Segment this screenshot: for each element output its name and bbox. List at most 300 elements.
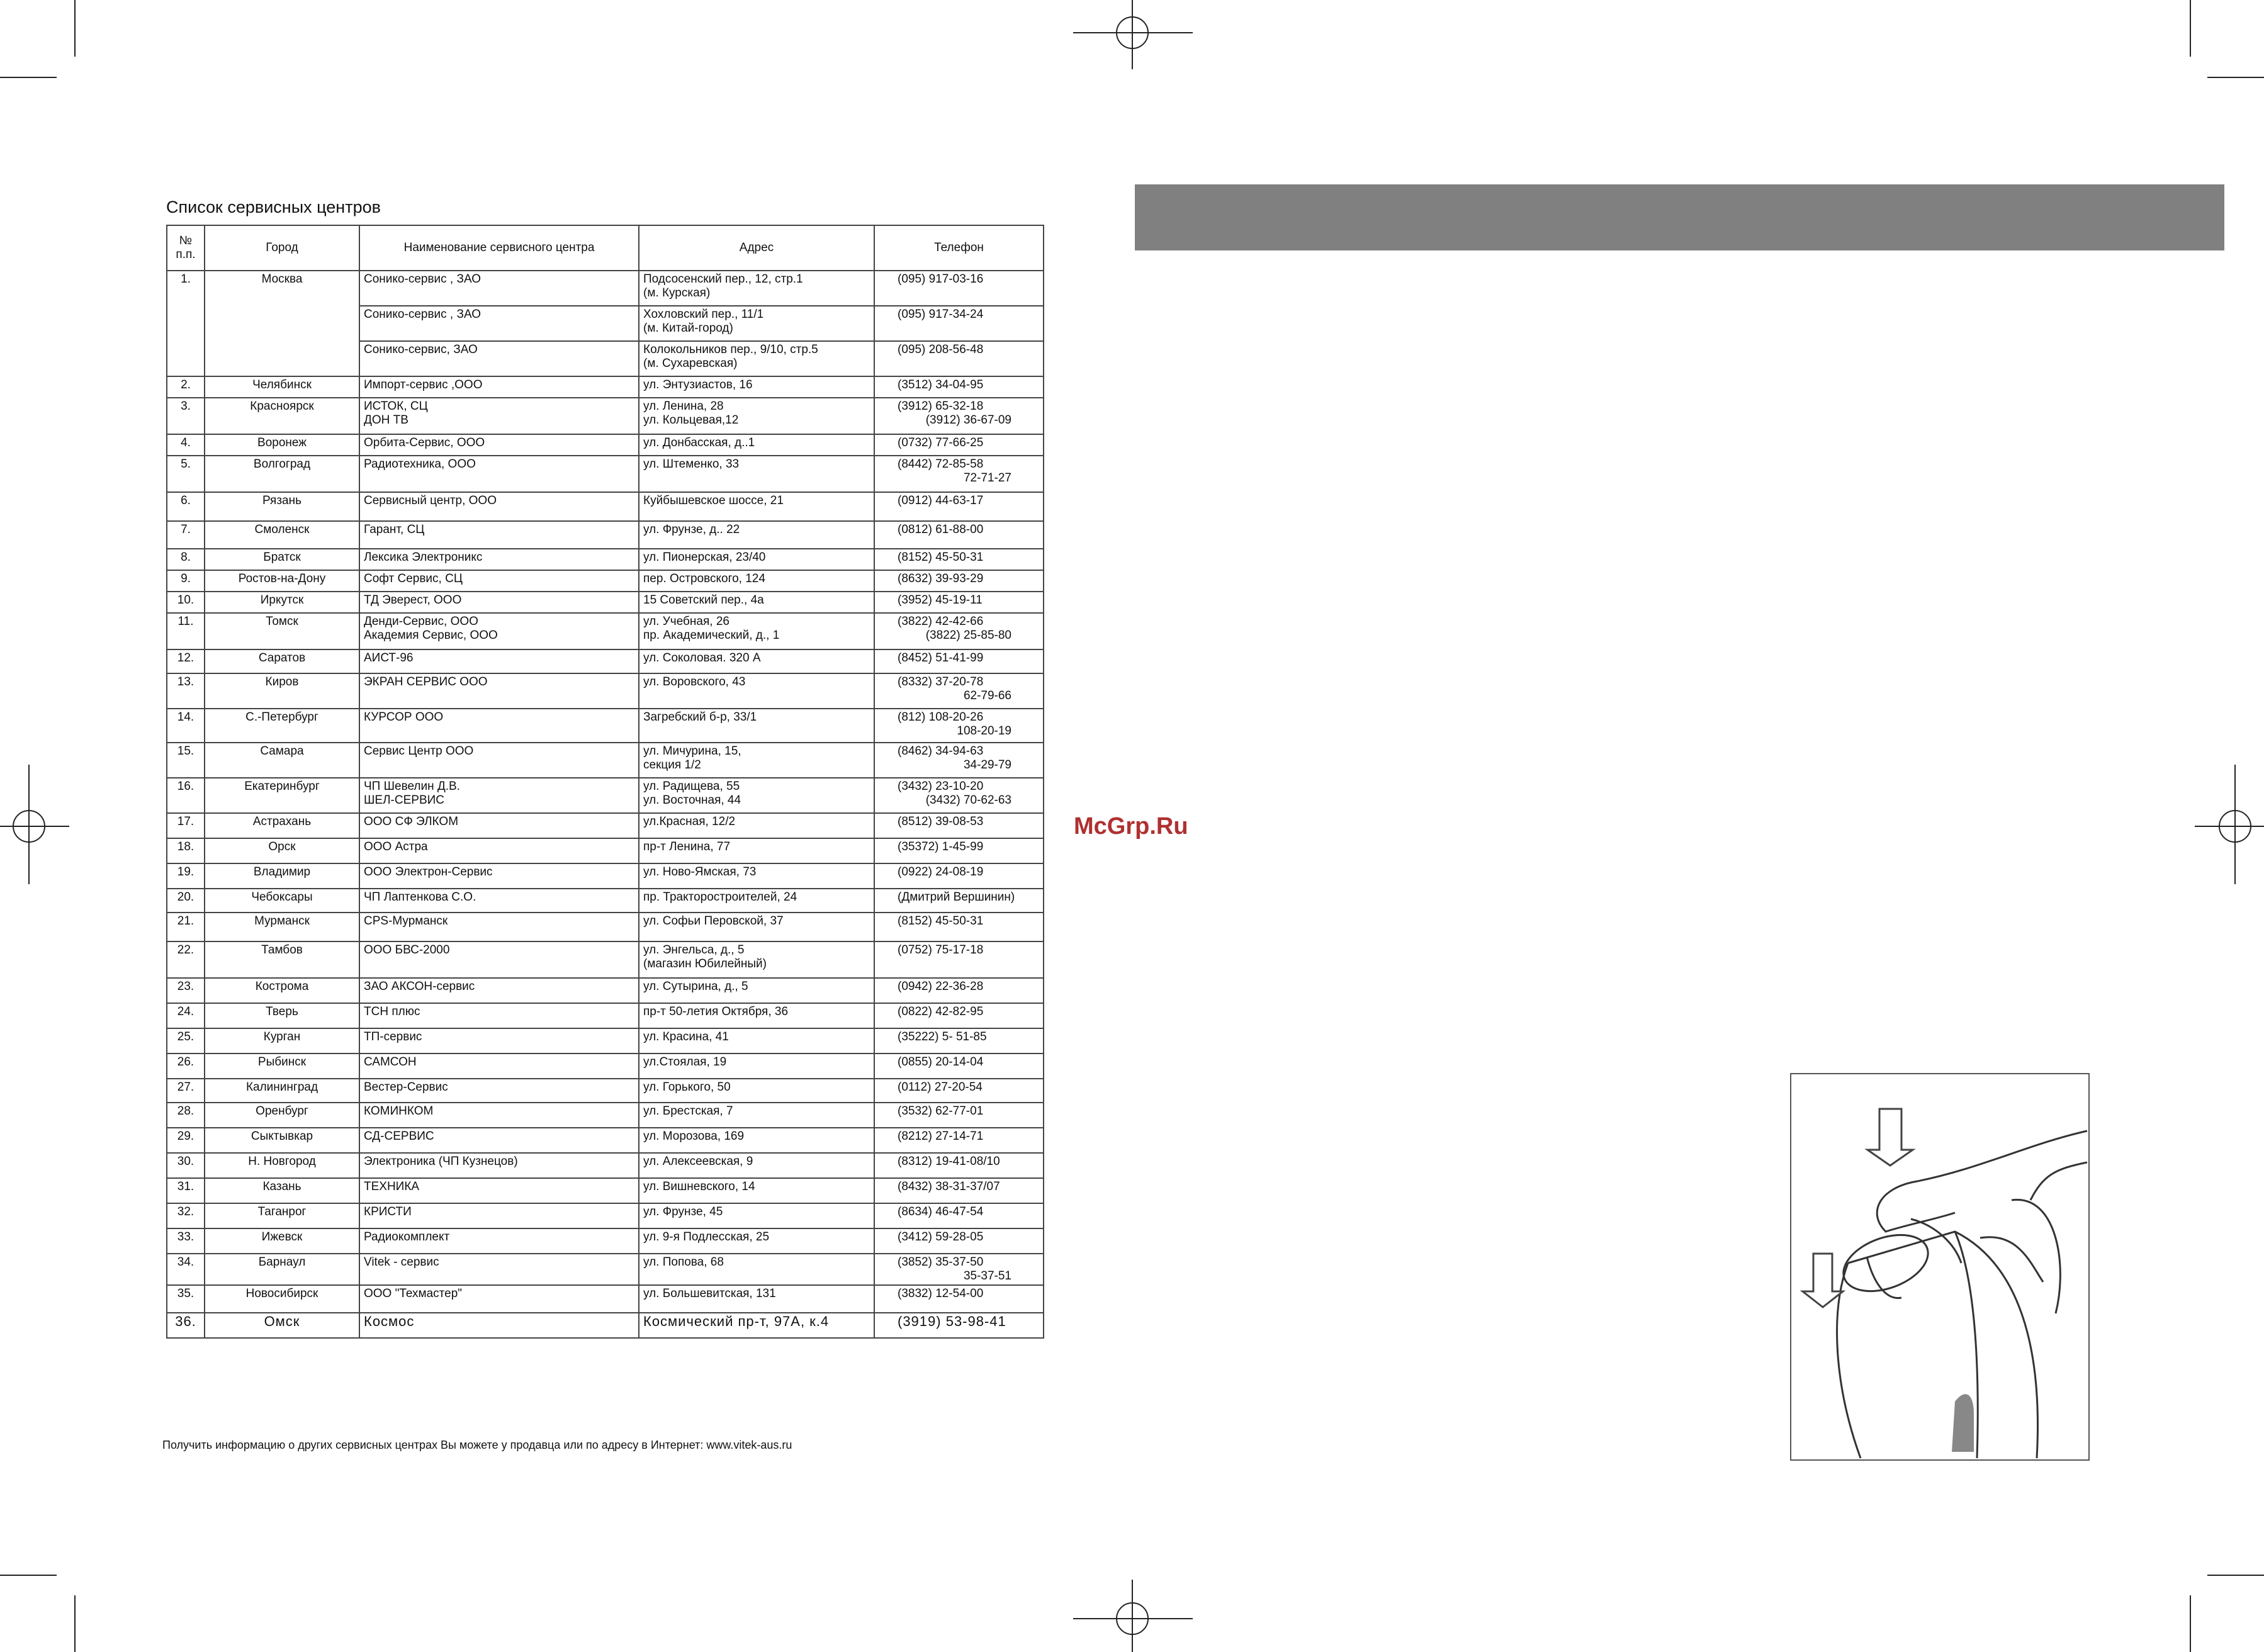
table-row [167, 549, 1044, 570]
cell-city: Смоленск [205, 521, 359, 549]
table-row [167, 709, 1044, 743]
cell-number: 15. [167, 743, 205, 778]
cell-phone-line: (3822) 42-42-66 [898, 615, 984, 628]
table-row [167, 398, 1044, 434]
cell-address [639, 398, 874, 434]
cell-name-line: СД-СЕРВИС [364, 1130, 434, 1143]
cell-address-line: ул. Большевитская, 131 [643, 1287, 776, 1300]
table-row [167, 889, 1044, 913]
cell-address-line: Космический пр-т, 97А, к.4 [643, 1313, 830, 1329]
table-row [167, 592, 1044, 613]
table-row [167, 913, 1044, 941]
cell-city: Сыктывкар [205, 1128, 359, 1153]
cell-name [359, 889, 639, 913]
table-row [167, 456, 1044, 492]
table-row [167, 649, 1044, 673]
cell-phone [874, 813, 1044, 838]
cell-phone [874, 271, 1044, 306]
cell-number: 6. [167, 492, 205, 521]
cell-phone-line: (8632) 39-93-29 [898, 572, 984, 585]
cell-city: Ижевск [205, 1228, 359, 1254]
cell-phone [874, 592, 1044, 613]
header-band [1135, 184, 2224, 250]
cell-phone-line: 72-71-27 [963, 471, 1011, 485]
cell-address-line: ул. Учебная, 26 [643, 615, 729, 628]
cell-phone-line: (3952) 45-19-11 [898, 593, 983, 607]
cell-city: Томск [205, 613, 359, 649]
cell-address-line: (магазин Юбилейный) [643, 957, 767, 970]
cell-phone-line: (3412) 59-28-05 [898, 1230, 984, 1244]
cell-number: 32. [167, 1203, 205, 1228]
cell-number: 3. [167, 398, 205, 434]
cell-address [639, 570, 874, 592]
cell-address-line: ул. Кольцевая,12 [643, 413, 739, 427]
cell-address [639, 1128, 874, 1153]
cell-address [639, 613, 874, 649]
cell-name-line: Вестер-Сервис [364, 1081, 448, 1094]
cell-phone-line: (35222) 5- 51-85 [898, 1030, 987, 1043]
cell-address [639, 492, 874, 521]
cell-name [359, 434, 639, 456]
cell-phone [874, 1079, 1044, 1103]
cell-city: Екатеринбург [205, 778, 359, 813]
cell-phone [874, 889, 1044, 913]
cell-name-line: ЧП Шевелин Д.В. [364, 780, 460, 793]
cell-phone-line: (095) 917-34-24 [898, 308, 984, 321]
table-row [167, 743, 1044, 778]
header-number: № п.п. [167, 225, 205, 271]
cell-phone-line: (8442) 72-85-58 [898, 458, 984, 471]
cell-city: Оренбург [205, 1103, 359, 1128]
table-row [167, 1003, 1044, 1028]
cell-address [639, 649, 874, 673]
cell-phone-line: (35372) 1-45-99 [898, 840, 984, 853]
cell-name-line: КУРСОР ООО [364, 711, 444, 724]
cell-name-line: ШЕЛ-СЕРВИС [364, 794, 444, 807]
table-row [167, 434, 1044, 456]
cell-address-line: (м. Курская) [643, 286, 711, 300]
cell-number: 26. [167, 1054, 205, 1079]
cell-address-line: ул. Горького, 50 [643, 1081, 731, 1094]
cell-address-line: Куйбышевское шоссе, 21 [643, 494, 784, 507]
cell-city: Омск [205, 1313, 359, 1338]
cell-phone [874, 549, 1044, 570]
cell-address [639, 813, 874, 838]
cell-name-line: ЭКРАН СЕРВИС ООО [364, 675, 488, 688]
table-row [167, 1054, 1044, 1079]
cell-phone [874, 1254, 1044, 1285]
cell-city: Н. Новгород [205, 1153, 359, 1178]
cell-phone [874, 778, 1044, 813]
cell-address-line: 15 Советский пер., 4а [643, 593, 764, 607]
cell-name [359, 1153, 639, 1178]
cell-number: 1. [167, 271, 205, 306]
table-row [167, 978, 1044, 1003]
cell-city: Саратов [205, 649, 359, 673]
table-body [167, 271, 1044, 1338]
cell-city: Волгоград [205, 456, 359, 492]
cell-name-line: Академия Сервис, ООО [364, 629, 498, 642]
cell-phone-line: (Дмитрий Вершинин) [898, 891, 1015, 904]
cell-city: Самара [205, 743, 359, 778]
cell-address [639, 456, 874, 492]
cell-phone-line: (0922) 24-08-19 [898, 865, 984, 879]
cell-address [639, 1285, 874, 1313]
cell-phone-line: (8312) 19-41-08/10 [898, 1155, 1000, 1168]
cell-number: 17. [167, 813, 205, 838]
cell-number: 11. [167, 613, 205, 649]
cell-city: Москва [205, 271, 359, 306]
cell-number: 14. [167, 709, 205, 743]
cell-phone-line: 108-20-19 [957, 724, 1011, 738]
cell-phone-line: (3432) 23-10-20 [898, 780, 984, 793]
cell-number: 33. [167, 1228, 205, 1254]
registration-mark-line [1073, 32, 1193, 33]
table-row [167, 1313, 1044, 1338]
table-row [167, 1128, 1044, 1153]
cell-name [359, 838, 639, 863]
cell-name-line: Радиокомплект [364, 1230, 450, 1244]
table-row [167, 673, 1044, 709]
cell-number [167, 306, 205, 341]
cell-address-line: Подсосенский пер., 12, стр.1 [643, 273, 803, 286]
cell-name-line: ТП-сервис [364, 1030, 422, 1043]
cell-name-line: Сервисный центр, ООО [364, 494, 497, 507]
cell-phone [874, 492, 1044, 521]
cell-number: 19. [167, 863, 205, 889]
cell-city: Иркутск [205, 592, 359, 613]
cell-address-line: пр-т Ленина, 77 [643, 840, 731, 853]
cell-name [359, 271, 639, 306]
cell-address [639, 1178, 874, 1203]
cell-name [359, 1178, 639, 1203]
cell-phone [874, 978, 1044, 1003]
cell-phone-line: (095) 917-03-16 [898, 273, 984, 286]
table-row [167, 1285, 1044, 1313]
cell-address-line: ул. Донбасская, д..1 [643, 436, 755, 449]
cell-phone [874, 1313, 1044, 1338]
cell-address [639, 889, 874, 913]
cell-name [359, 492, 639, 521]
cell-number: 4. [167, 434, 205, 456]
cell-phone-line: (812) 108-20-26 [898, 711, 984, 724]
cell-name [359, 1054, 639, 1079]
cell-name [359, 1313, 639, 1338]
cell-name [359, 613, 639, 649]
table-row [167, 1103, 1044, 1128]
cell-phone [874, 1153, 1044, 1178]
table-row [167, 492, 1044, 521]
cell-address-line: ул. Пионерская, 23/40 [643, 551, 766, 564]
cell-city: Орск [205, 838, 359, 863]
cell-phone-line: (8452) 51-41-99 [898, 651, 984, 665]
cell-number: 25. [167, 1028, 205, 1054]
table-row [167, 613, 1044, 649]
crop-mark [74, 1595, 76, 1652]
cell-phone-line: (095) 208-56-48 [898, 343, 984, 356]
cell-phone-line: (8152) 45-50-31 [898, 914, 984, 928]
cell-address-line: ул. Фрунзе, 45 [643, 1205, 723, 1218]
cell-name-line: КРИСТИ [364, 1205, 412, 1218]
table-row [167, 1028, 1044, 1054]
cell-phone-line: (3832) 12-54-00 [898, 1287, 984, 1300]
cell-address-line: (м. Сухаревская) [643, 357, 738, 370]
cell-phone [874, 521, 1044, 549]
cell-number: 22. [167, 941, 205, 978]
cell-phone [874, 1054, 1044, 1079]
cell-address-line: ул. Энгельса, д., 5 [643, 943, 745, 957]
cell-number: 12. [167, 649, 205, 673]
cell-phone-line: 34-29-79 [963, 758, 1011, 772]
cell-name [359, 521, 639, 549]
table-row [167, 376, 1044, 398]
table-row [167, 570, 1044, 592]
table-row [167, 778, 1044, 813]
cell-phone-line: (0112) 27-20-54 [898, 1081, 983, 1094]
cell-address-line: ул. Вишневского, 14 [643, 1180, 755, 1193]
cell-address-line: ул. Радищева, 55 [643, 780, 740, 793]
cell-name-line: ООО "Техмастер" [364, 1287, 463, 1300]
cell-phone [874, 1285, 1044, 1313]
cell-name [359, 1103, 639, 1128]
cell-address-line: ул. Мичурина, 15, [643, 745, 741, 758]
cell-name-line: ЗАО АКСОН-сервис [364, 980, 475, 993]
cell-name [359, 456, 639, 492]
cell-name [359, 978, 639, 1003]
cell-number: 9. [167, 570, 205, 592]
table-row [167, 1203, 1044, 1228]
cell-name-line: Радиотехника, ООО [364, 458, 476, 471]
cell-phone [874, 398, 1044, 434]
cell-phone-line: (0855) 20-14-04 [898, 1055, 984, 1069]
cell-phone-line: (3919) 53-98-41 [898, 1313, 1006, 1329]
cell-city: Киров [205, 673, 359, 709]
table-row [167, 271, 1044, 306]
cell-city: Ростов-на-Дону [205, 570, 359, 592]
cell-phone [874, 1103, 1044, 1128]
cell-address [639, 1079, 874, 1103]
cell-name [359, 863, 639, 889]
cell-phone [874, 913, 1044, 941]
cell-name-line: Электроника (ЧП Кузнецов) [364, 1155, 518, 1168]
cell-address-line: пр. Академический, д., 1 [643, 629, 780, 642]
cell-name-line: ТЕХНИКА [364, 1180, 420, 1193]
cell-address [639, 673, 874, 709]
cell-address [639, 1228, 874, 1254]
cell-address-line: пер. Островского, 124 [643, 572, 765, 585]
cell-address-line: пр. Тракторостроителей, 24 [643, 891, 797, 904]
cell-name-line: Сонико-сервис , ЗАО [364, 273, 482, 286]
cell-phone [874, 456, 1044, 492]
cell-address [639, 743, 874, 778]
cell-city: Калининград [205, 1079, 359, 1103]
cell-address [639, 1254, 874, 1285]
cell-address-line: ул. Алексеевская, 9 [643, 1155, 753, 1168]
cell-address-line: (м. Китай-город) [643, 322, 733, 335]
watermark: McGrp.Ru [1074, 813, 1188, 840]
cell-name-line: Vitek - сервис [364, 1256, 439, 1269]
cell-phone [874, 613, 1044, 649]
cell-phone-line: (0732) 77-66-25 [898, 436, 984, 449]
header-city: Город [205, 225, 359, 271]
cell-address-line: ул. Попова, 68 [643, 1256, 724, 1269]
table-row [167, 1178, 1044, 1203]
table-row [167, 341, 1044, 376]
cell-address-line: ул. Ново-Ямская, 73 [643, 865, 757, 879]
crop-mark [2207, 77, 2264, 78]
cell-address [639, 341, 874, 376]
cell-number: 35. [167, 1285, 205, 1313]
cell-address [639, 376, 874, 398]
cell-name-line: ООО СФ ЭЛКОМ [364, 815, 459, 828]
cell-phone [874, 341, 1044, 376]
cell-name [359, 1228, 639, 1254]
cell-number: 28. [167, 1103, 205, 1128]
cell-address-line: ул. Брестская, 7 [643, 1104, 733, 1118]
cell-name-line: ТСН плюс [364, 1005, 420, 1018]
cell-name [359, 649, 639, 673]
cell-city: Астрахань [205, 813, 359, 838]
cell-address-line: ул. Сутырина, д., 5 [643, 980, 748, 993]
cell-name-line: ООО БВС-2000 [364, 943, 450, 957]
cell-phone [874, 941, 1044, 978]
cell-number: 20. [167, 889, 205, 913]
table-row [167, 941, 1044, 978]
cell-city: Челябинск [205, 376, 359, 398]
cell-number: 7. [167, 521, 205, 549]
cell-name [359, 1285, 639, 1313]
cell-city: Кострома [205, 978, 359, 1003]
cell-address-line: ул. Энтузиастов, 16 [643, 378, 753, 391]
cell-name [359, 376, 639, 398]
cell-phone [874, 570, 1044, 592]
crop-mark [0, 1575, 57, 1576]
cell-city: Тверь [205, 1003, 359, 1028]
cell-phone-line: (3822) 25-85-80 [925, 629, 1011, 642]
cell-address [639, 1028, 874, 1054]
cell-address [639, 1153, 874, 1178]
cell-name-line: ИСТОК, СЦ [364, 400, 428, 413]
cell-name [359, 778, 639, 813]
cell-phone-line: (8152) 45-50-31 [898, 551, 984, 564]
cell-name [359, 1028, 639, 1054]
cell-number: 24. [167, 1003, 205, 1028]
cell-phone [874, 838, 1044, 863]
cell-phone-line: (3912) 65-32-18 [898, 400, 984, 413]
cell-address-line: Хохловский пер., 11/1 [643, 308, 764, 321]
header-phone: Телефон [874, 225, 1044, 271]
header-name: Наименование сервисного центра [359, 225, 639, 271]
cell-city: Барнаул [205, 1254, 359, 1285]
cell-number: 23. [167, 978, 205, 1003]
cell-name-line: ООО Астра [364, 840, 428, 853]
cell-name-line: Гарант, СЦ [364, 523, 425, 536]
cell-phone-line: (8462) 34-94-63 [898, 745, 984, 758]
cell-city: Казань [205, 1178, 359, 1203]
cell-phone-line: (3532) 62-77-01 [898, 1104, 984, 1118]
cell-name-line: ТД Эверест, ООО [364, 593, 462, 607]
cell-name [359, 1203, 639, 1228]
table-row [167, 306, 1044, 341]
registration-mark-line [1073, 1618, 1193, 1619]
cell-phone [874, 434, 1044, 456]
cell-name-line: ДОН ТВ [364, 413, 408, 427]
cell-phone [874, 1203, 1044, 1228]
cell-number: 5. [167, 456, 205, 492]
cell-city [205, 341, 359, 376]
cell-address-line: ул. Воровского, 43 [643, 675, 746, 688]
cell-address-line: ул. Фрунзе, д.. 22 [643, 523, 740, 536]
cell-address [639, 778, 874, 813]
cell-name-line: Сонико-сервис, ЗАО [364, 343, 478, 356]
cell-city: Рязань [205, 492, 359, 521]
cell-address-line: ул. Штеменко, 33 [643, 458, 740, 471]
cell-city: Курган [205, 1028, 359, 1054]
cell-address [639, 863, 874, 889]
table-row [167, 1228, 1044, 1254]
cell-address [639, 306, 874, 341]
cell-address [639, 1313, 874, 1338]
cell-name-line: Орбита-Сервис, ООО [364, 436, 485, 449]
cell-city: Мурманск [205, 913, 359, 941]
cell-address [639, 434, 874, 456]
cell-phone-line: (8432) 38-31-37/07 [898, 1180, 1000, 1193]
crop-mark [2190, 0, 2191, 57]
cell-number: 29. [167, 1128, 205, 1153]
cell-phone [874, 709, 1044, 743]
cell-address [639, 1054, 874, 1079]
cell-number: 21. [167, 913, 205, 941]
cell-name [359, 592, 639, 613]
cell-phone-line: (3912) 36-67-09 [925, 413, 1011, 427]
cell-city: Владимир [205, 863, 359, 889]
crop-mark [2190, 1595, 2191, 1652]
cell-address-line: ул. 9-я Подлесская, 25 [643, 1230, 770, 1244]
cell-name [359, 549, 639, 570]
cell-phone-line: (8634) 46-47-54 [898, 1205, 984, 1218]
registration-mark-line [1132, 0, 1133, 69]
cell-name-line: Сервис Центр ООО [364, 745, 474, 758]
cell-address [639, 1103, 874, 1128]
cell-name [359, 1254, 639, 1285]
cell-phone-line: (8212) 27-14-71 [898, 1130, 984, 1143]
cell-number: 31. [167, 1178, 205, 1203]
cell-name [359, 813, 639, 838]
cell-name-line: ООО Электрон-Сервис [364, 865, 493, 879]
table-row [167, 813, 1044, 838]
cell-name-line: КОМИНКОМ [364, 1104, 434, 1118]
cell-phone [874, 376, 1044, 398]
registration-mark-line [28, 765, 30, 884]
cell-city [205, 306, 359, 341]
cell-name-line: САМСОН [364, 1055, 417, 1069]
cell-name-line: Софт Сервис, СЦ [364, 572, 463, 585]
cell-phone-line: (3512) 34-04-95 [898, 378, 984, 391]
cell-address-line: ул. Красина, 41 [643, 1030, 729, 1043]
cell-name-line: Космос [364, 1313, 415, 1329]
kettle-lid-illustration [1790, 1073, 2090, 1461]
service-centers-table [166, 225, 1044, 1339]
registration-mark-line [2195, 826, 2264, 827]
registration-mark-line [1132, 1580, 1133, 1652]
cell-address [639, 521, 874, 549]
cell-phone [874, 1228, 1044, 1254]
cell-address-line: ул. Ленина, 28 [643, 400, 724, 413]
table-row [167, 1079, 1044, 1103]
cell-number: 18. [167, 838, 205, 863]
cell-address [639, 941, 874, 978]
cell-address [639, 271, 874, 306]
